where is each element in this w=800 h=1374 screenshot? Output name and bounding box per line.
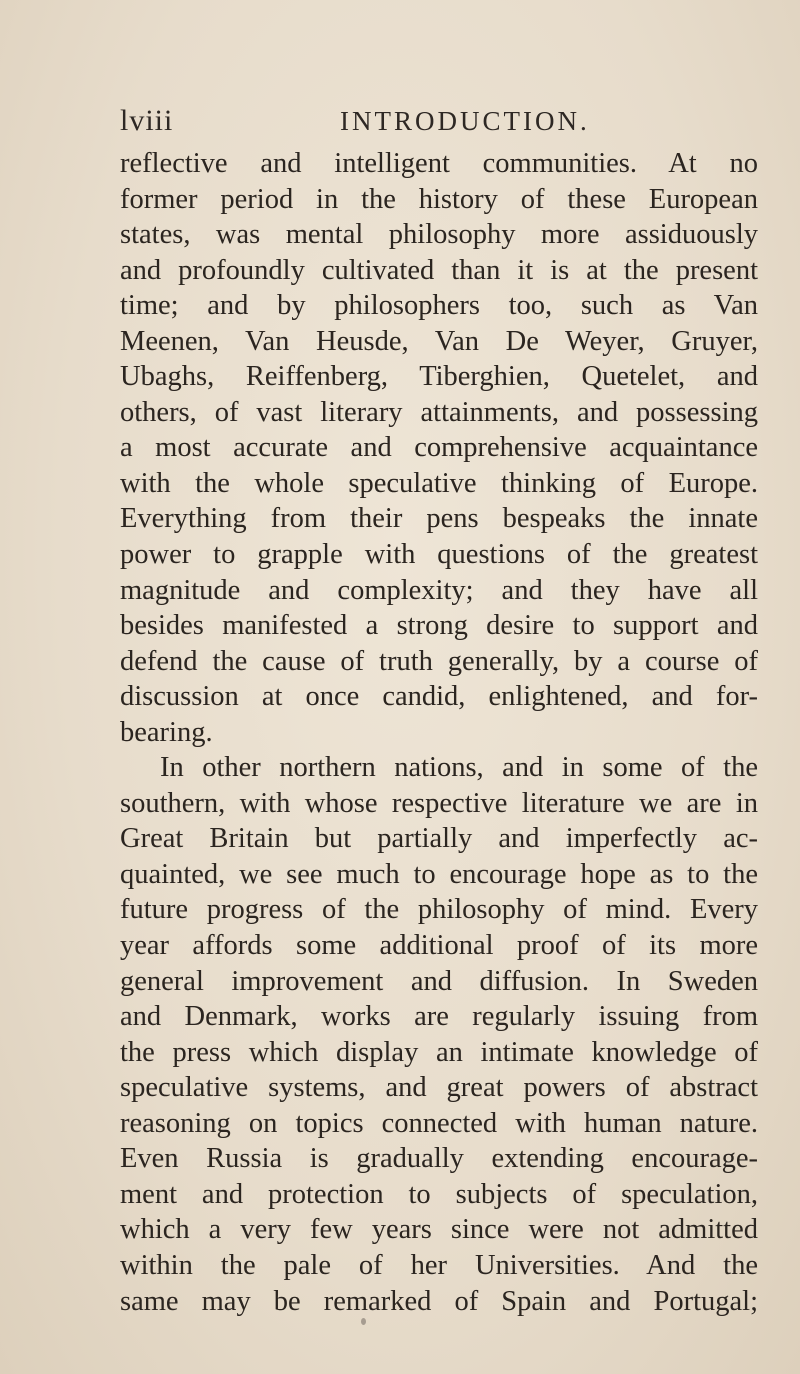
text-line: reasoning on topics connected with human nature. — [120, 1107, 758, 1139]
text-line: southern, with whose respective literature we are in — [120, 787, 758, 819]
text-line: reflective and intelligent communities. At no — [120, 148, 758, 179]
text-line: quainted, we see much to encourage hope as to the — [120, 858, 758, 890]
text-line: Meenen, Van Heusde, Van De Weyer, Gruyer, — [120, 325, 758, 357]
text-line: Everything from their pens bespeaks the innate — [120, 503, 758, 535]
text-line: general improvement and diffusion. In Sweden — [120, 965, 758, 997]
text-line: a most accurate and comprehensive acquaintance — [120, 432, 758, 464]
text-line: and profoundly cultivated than it is at the present — [120, 254, 758, 286]
text-line: which a very few years since were not admitted — [120, 1214, 758, 1246]
text-line: Ubaghs, Reiffenberg, Tiberghien, Quetelet, and — [120, 361, 758, 393]
running-head-title: INTRODUCTION. — [340, 106, 590, 136]
text-line: year affords some additional proof of its more — [120, 930, 758, 962]
text-line: In other northern nations, and in some of the — [160, 752, 758, 784]
body-text — [120, 146, 758, 1319]
text-line: besides manifested a strong desire to support and — [120, 610, 758, 642]
text-line: states, was mental philosophy more assiduously — [120, 219, 758, 251]
text-line: magnitude and complexity; and they have all — [120, 574, 758, 606]
text-line: ment and protection to subjects of speculation, — [120, 1178, 758, 1210]
running-head — [120, 104, 760, 140]
text-line: same may be remarked of Spain and Portugal; — [120, 1285, 758, 1317]
text-line: future progress of the philosophy of mind. Every — [120, 894, 758, 926]
text-line: former period in the history of these European — [120, 183, 758, 215]
text-line: Even Russia is gradually extending encourage- — [120, 1143, 758, 1175]
text-line: discussion at once candid, enlightened, and for- — [120, 681, 758, 713]
text-line: others, of vast literary attainments, and possessing — [120, 396, 758, 428]
paragraph-2 — [120, 750, 758, 1319]
text-line: power to grapple with questions of the greatest — [120, 539, 758, 571]
text-line: Great Britain but partially and imperfectly ac- — [120, 823, 758, 855]
paragraph-1 — [120, 146, 758, 750]
text-line: speculative systems, and great powers of abstract — [120, 1072, 758, 1104]
text-line: the press which display an intimate knowledge of — [120, 1036, 758, 1068]
page-number: lviii — [120, 104, 174, 137]
text-line: time; and by philosophers too, such as Van — [120, 290, 758, 322]
text-line: with the whole speculative thinking of Europe. — [120, 467, 758, 499]
ink-speck — [361, 1318, 366, 1325]
text-line: within the pale of her Universities. And the — [120, 1249, 758, 1281]
text-line: bearing. — [120, 716, 213, 748]
text-line: defend the cause of truth generally, by a course of — [120, 645, 758, 677]
text-line: and Denmark, works are regularly issuing from — [120, 1001, 758, 1033]
